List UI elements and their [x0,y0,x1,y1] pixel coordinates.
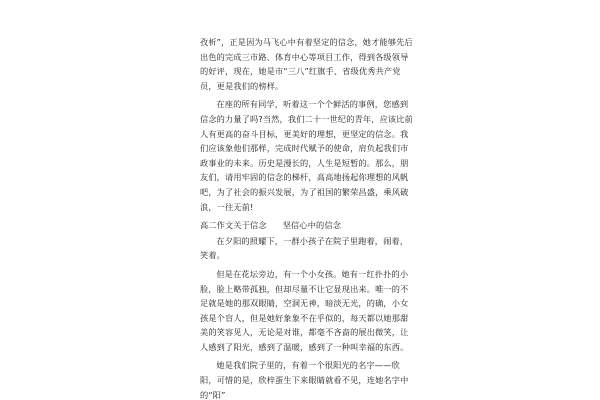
paragraph-5: 她是我们院子里的，有着一个很阳光的名字——欣阳，可惜的是，欣梓蛋生下来眼睛就看不见，连她名字中的“阳” [200,360,409,400]
text-column [200,35,414,400]
paragraph-2: 在座的所有同学，听着这一个个鲜活的事例，您感到信念的力量了吗?当然，我们二十一世纪的青年，应该比前人有更高的奋斗目标，更美好的理想，更坚定的信念。我们应该象他们那样，完成时代赋予的使命，肩负起我们市政事业的未来。历史是漫长的，人生是短暂的。那么，朋友们，请用牢固的信念的梯杆，高高地扬起你理想的风帆吧，为了社会的振兴发展，为了祖国的繁荣昌盛，乘风破浪，一往无前! [200,99,413,212]
paragraph-4: 但是在花坛旁边，有一个小女孩。她有一红扑扑的小脸，脸上略带孤独，但却尽量不让它显现出来。唯一的不足就是她的那双眼睛，空洞无神，暗淡无光，的确，小女孩是个盲人，但是她好象象不在乎似的，每天都以她那甜美的笑容见人，无论是对谁，都毫不吝啬的展出微笑，让人感到了阳光，感到了温暖，感到了一种叫幸福的东西。 [200,268,409,352]
essay-title: 坚信心中的信念 [282,220,342,231]
paragraph-3: 在夕阳的照耀下，一群小孩子在院子里跑着，闹着，笑着。 [200,235,409,261]
essay-category-title: 高二作文关于信念 [200,220,267,231]
essay-heading [200,218,414,233]
paragraph-1: 孜析”，正是因为马飞心中有着坚定的信念，她才能够先后出色的完成三市路、体育中心等项目工作，得到各级领导的好评，现在，她是市“三八”红旗手、省级优秀共产党员，更是我们的榜样。 [200,37,413,91]
